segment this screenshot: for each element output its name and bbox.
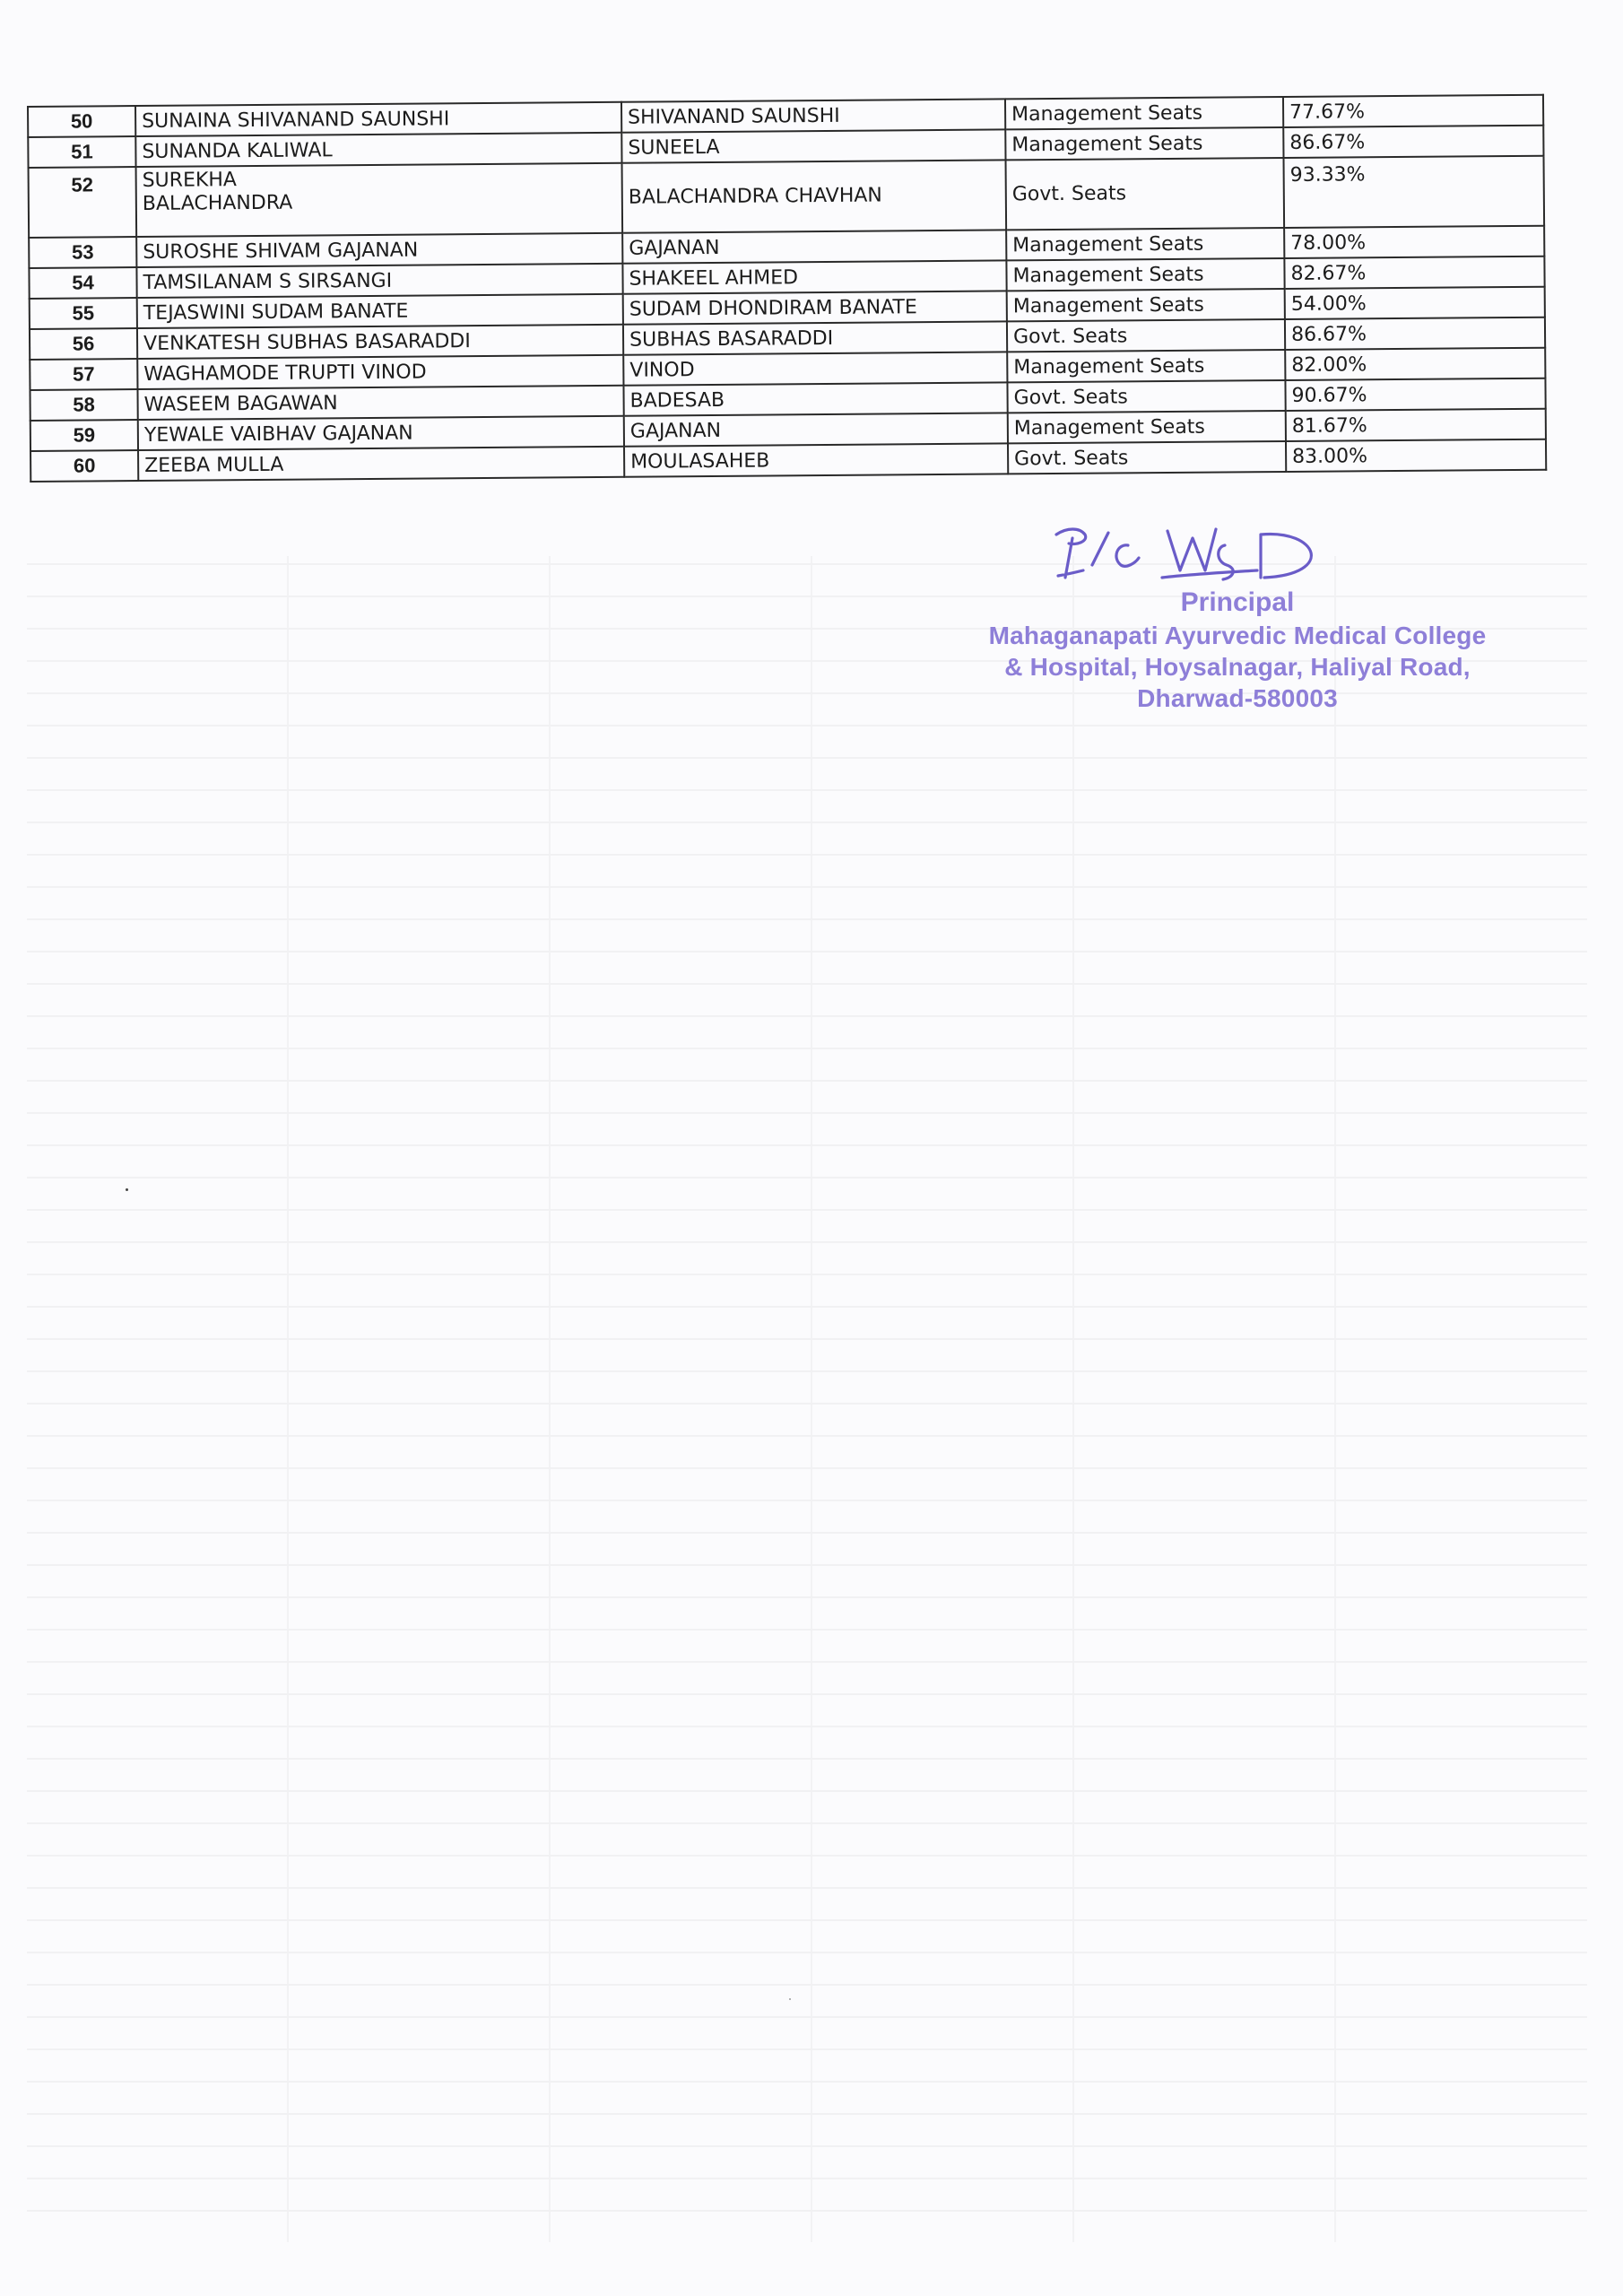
stamp-college-line: Mahaganapati Ayurvedic Medical College — [988, 622, 1487, 649]
parent-name: BALACHANDRA CHAVHAN — [622, 160, 1007, 232]
parent-name: GAJANAN — [624, 413, 1008, 446]
parent-name: SHIVANAND SAUNSHI — [621, 99, 1005, 132]
seat-category: Govt. Seats — [1006, 158, 1285, 230]
percentage: 78.00% — [1284, 226, 1544, 258]
seat-category: Govt. Seats — [1007, 380, 1285, 413]
percentage: 54.00% — [1285, 287, 1545, 319]
table-row — [29, 156, 1545, 238]
seat-category: Management Seats — [1008, 411, 1286, 443]
percentage: 86.67% — [1283, 126, 1543, 158]
seat-category: Management Seats — [1007, 350, 1285, 382]
student-name: WAGHAMODE TRUPTI VINOD — [137, 355, 623, 389]
parent-name: SUNEELA — [621, 129, 1005, 162]
serial-number: 51 — [28, 136, 135, 168]
parent-name: GAJANAN — [622, 230, 1006, 263]
serial-number: 52 — [29, 167, 137, 238]
serial-number: 60 — [30, 450, 138, 482]
student-name: TEJASWINI SUDAM BANATE — [137, 294, 623, 328]
student-name — [136, 163, 623, 237]
serial-number: 57 — [30, 359, 137, 390]
seat-category: Management Seats — [1005, 97, 1283, 129]
serial-number: 53 — [29, 237, 136, 268]
stamp-address-line: & Hospital, Hoysalnagar, Haliyal Road, — [1004, 653, 1471, 681]
scan-speck — [789, 1998, 791, 2000]
serial-number: 58 — [30, 389, 137, 421]
percentage: 90.67% — [1285, 378, 1545, 411]
stamp-city-line: Dharwad-580003 — [1137, 684, 1338, 712]
stamp-title: Principal — [1180, 587, 1295, 617]
parent-name: BADESAB — [623, 382, 1007, 415]
parent-name: SHAKEEL AHMED — [622, 260, 1006, 293]
serial-number: 54 — [29, 267, 136, 299]
parent-name: MOULASAHEB — [624, 443, 1008, 476]
serial-number: 59 — [30, 420, 138, 451]
scan-show-through — [27, 556, 1587, 2242]
admission-table — [27, 94, 1545, 483]
student-name: TAMSILANAM S SIRSANGI — [136, 264, 622, 298]
student-name: SUNAINA SHIVANAND SAUNSHI — [135, 102, 621, 136]
serial-number: 56 — [30, 328, 137, 360]
student-name: VENKATESH SUBHAS BASARADDI — [137, 325, 623, 359]
parent-name: SUDAM DHONDIRAM BANATE — [623, 291, 1007, 324]
serial-number: 50 — [28, 106, 135, 137]
percentage: 77.67% — [1283, 95, 1543, 127]
student-name: SUNANDA KALIWAL — [135, 133, 621, 167]
principal-signature — [1049, 518, 1336, 590]
student-name: WASEEM BAGAWAN — [137, 386, 623, 420]
percentage: 86.67% — [1285, 317, 1545, 350]
percentage: 82.67% — [1284, 257, 1544, 289]
students-table — [27, 94, 1547, 483]
percentage: 81.67% — [1286, 409, 1546, 441]
seat-category: Management Seats — [1007, 289, 1285, 321]
seat-category: Management Seats — [1005, 127, 1283, 160]
student-name: ZEEBA MULLA — [138, 447, 624, 481]
percentage: 83.00% — [1286, 439, 1546, 472]
seat-category: Management Seats — [1006, 258, 1284, 291]
student-name: SUROSHE SHIVAM GAJANAN — [136, 233, 622, 267]
parent-name: VINOD — [623, 352, 1007, 385]
student-name-text: SUREKHA BALACHANDRA — [142, 169, 293, 215]
seat-category: Govt. Seats — [1008, 441, 1286, 474]
percentage: 93.33% — [1283, 156, 1544, 228]
seat-category: Govt. Seats — [1007, 319, 1285, 352]
scan-speck — [126, 1188, 128, 1191]
parent-name: SUBHAS BASARADDI — [623, 321, 1007, 354]
percentage: 82.00% — [1285, 348, 1545, 380]
student-name: YEWALE VAIBHAV GAJANAN — [138, 416, 624, 450]
serial-number: 55 — [30, 298, 137, 329]
seat-category: Management Seats — [1006, 228, 1284, 260]
